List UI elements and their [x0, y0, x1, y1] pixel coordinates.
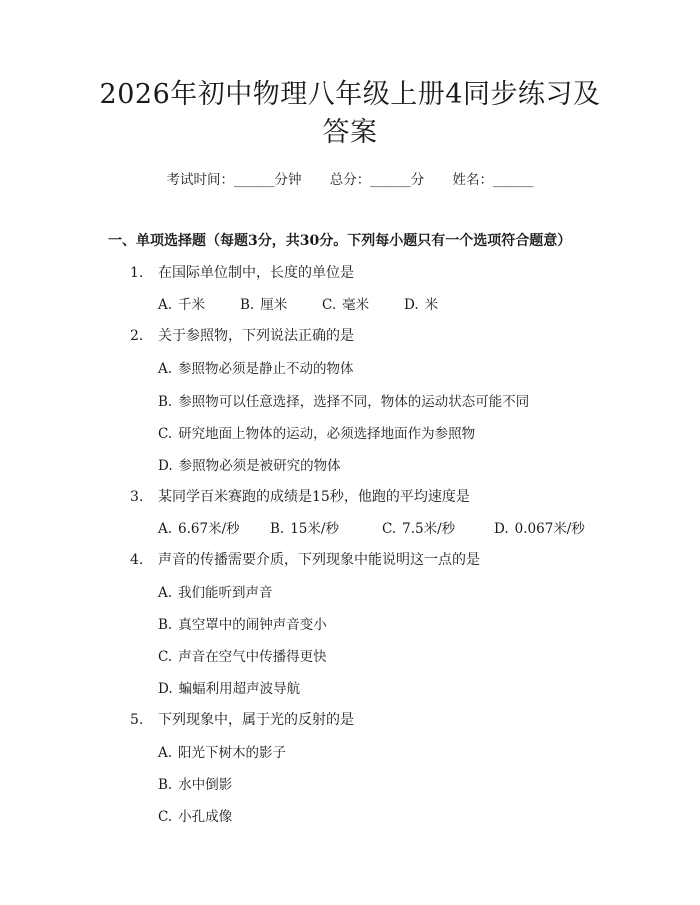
option-c[interactable]: C. 小孔成像 [158, 809, 233, 825]
exam-info [0, 168, 700, 188]
question-2 [130, 325, 354, 345]
option-d[interactable]: D. 蝙蝠利用超声波导航 [158, 681, 301, 697]
page-title: 2026年初中物理八年级上册4同步练习及答案 [99, 79, 601, 148]
question-number: 4. [130, 552, 144, 568]
option-a[interactable]: A. 阳光下树木的影子 [158, 745, 287, 761]
option-d[interactable]: D. 0.067米/秒 [494, 521, 585, 537]
option-b[interactable]: B. 厘米 [240, 297, 288, 313]
option-b[interactable]: B. 参照物可以任意选择，选择不同，物体的运动状态可能不同 [158, 394, 530, 410]
option-c[interactable]: C. 7.5米/秒 [382, 521, 456, 537]
option-b[interactable]: B. 水中倒影 [158, 777, 233, 793]
question-3 [130, 486, 470, 506]
question-5 [130, 709, 354, 729]
question-text: 某同学百米赛跑的成绩是15秒，他跑的平均速度是 [158, 489, 470, 505]
option-c[interactable]: C. 声音在空气中传播得更快 [158, 649, 327, 665]
question-number: 3. [130, 489, 144, 505]
student-name: 姓名：______ [452, 172, 534, 188]
question-3-options [158, 517, 585, 537]
option-d[interactable]: D. 参照物必须是被研究的物体 [158, 458, 341, 474]
option-b[interactable]: B. 15米/秒 [270, 521, 339, 537]
question-text: 关于参照物，下列说法正确的是 [158, 328, 354, 344]
option-a[interactable]: A. 我们能听到声音 [158, 585, 273, 601]
option-c[interactable]: C. 毫米 [322, 297, 370, 313]
option-c[interactable]: C. 研究地面上物体的运动，必须选择地面作为参照物 [158, 426, 476, 442]
option-a[interactable]: A. 千米 [158, 297, 206, 313]
question-1-options [158, 293, 438, 313]
exam-time: 考试时间：______分钟 [166, 172, 302, 188]
question-text: 在国际单位制中，长度的单位是 [158, 265, 354, 281]
option-a[interactable]: A. 6.67米/秒 [158, 521, 240, 537]
question-number: 2. [130, 328, 144, 344]
question-number: 5. [130, 712, 144, 728]
question-1 [130, 262, 354, 282]
question-number: 1. [130, 265, 144, 281]
total-score: 总分：______分 [329, 172, 425, 188]
question-text: 下列现象中，属于光的反射的是 [158, 712, 354, 728]
question-text: 声音的传播需要介质，下列现象中能说明这一点的是 [158, 552, 480, 568]
option-a[interactable]: A. 参照物必须是静止不动的物体 [158, 361, 354, 377]
section-heading: 一、单项选择题（每题3分，共30分。下列每小题只有一个选项符合题意） [108, 233, 572, 249]
option-b[interactable]: B. 真空罩中的闹钟声音变小 [158, 617, 327, 633]
option-d[interactable]: D. 米 [404, 297, 439, 313]
question-4 [130, 549, 480, 569]
